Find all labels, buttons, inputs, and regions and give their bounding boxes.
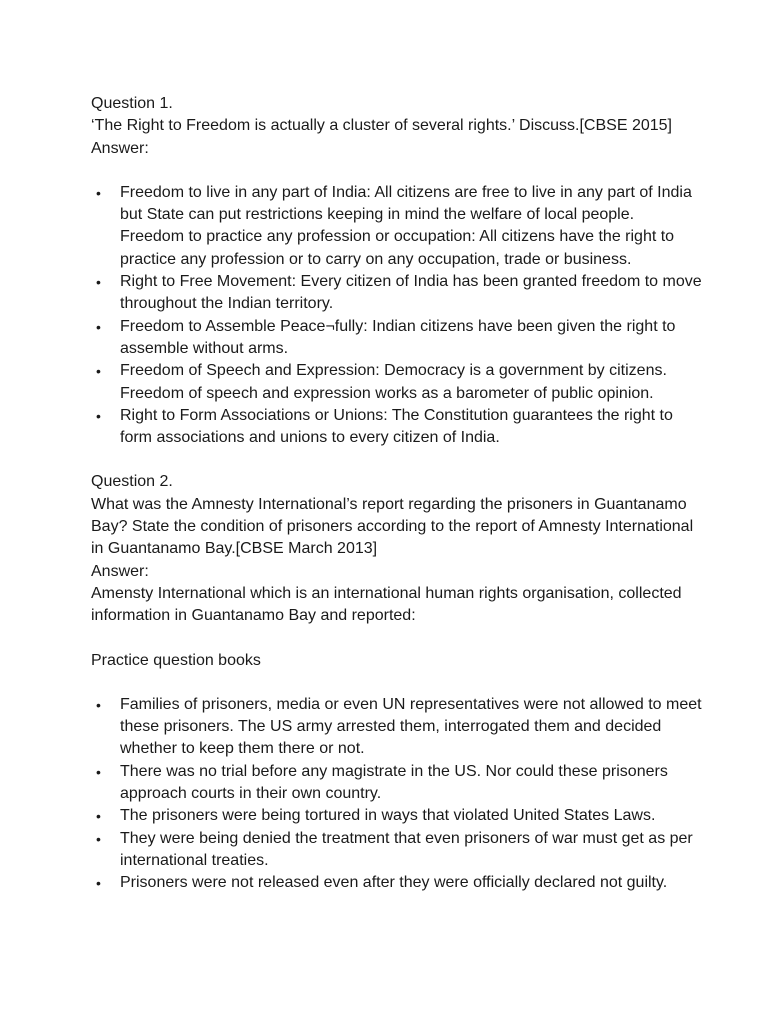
bullet-icon: • [96, 363, 101, 380]
list-item [91, 360, 708, 405]
list-item-text: Right to Free Movement: Every citizen of India has been granted freedom to move throughout the Indian territory. [120, 273, 702, 313]
bullet-icon: • [96, 830, 101, 847]
question-2-answer-label: Answer: [91, 562, 149, 580]
list-item-text: Freedom of Speech and Expression: Democracy is a government by citizens. Freedom of speech and expression works as a barometer of public opinion. [120, 362, 667, 402]
bullet-icon: • [96, 407, 101, 424]
question-1-answer-list [91, 182, 708, 450]
list-item [91, 872, 708, 894]
list-item [91, 405, 708, 450]
question-1-answer-label: Answer: [91, 139, 149, 157]
list-item-text: The prisoners were being tortured in ways that violated United States Laws. [120, 807, 656, 825]
question-1-prompt: ‘The Right to Freedom is actually a cluster of several rights.’ Discuss.[CBSE 2015] [91, 117, 672, 135]
list-item [91, 182, 708, 271]
question-2-label: Question 2. [91, 473, 173, 491]
list-item [91, 694, 708, 761]
bullet-icon: • [96, 763, 101, 780]
list-item-text: Right to Form Associations or Unions: The Constitution guarantees the right to form associations and unions to every citizen of India. [120, 406, 673, 447]
list-item-text: Families of prisoners, media or even UN representatives were not allowed to meet these prisoners. The US army arrested them, interrogated them and decided whether to keep them there or not. [120, 695, 702, 758]
list-item-text: There was no trial before any magistrate in the US. Nor could these prisoners approach courts in their own country. [120, 762, 668, 803]
question-1-label: Question 1. [91, 95, 173, 112]
question-2-answer-text: Amensty International which is an international human rights organisation, collected information in Guantanamo Bay and reported: [91, 584, 682, 625]
list-item [91, 271, 708, 316]
list-item [91, 761, 708, 806]
practice-books-link[interactable]: Practice question books [91, 651, 261, 669]
bullet-icon: • [96, 696, 101, 713]
bullet-icon: • [96, 808, 101, 825]
bullet-icon: • [96, 184, 101, 201]
list-item-text: Freedom to live in any part of India: All citizens are free to live in any part of India but State can put restrictions keeping in mind the welfare of local people. [120, 183, 692, 224]
list-item-text: Freedom to practice any profession or occupation: All citizens have the right to practice any profession or to carry on any occupation, trade or business. [120, 228, 675, 268]
question-2-prompt: What was the Amnesty International’s report regarding the prisoners in Guantanamo Bay? State the condition of prisoners according to the report of Amnesty International in Guantanamo Bay.[CBSE March 2013] [91, 495, 694, 558]
list-item-text: Prisoners were not released even after they were officially declared not guilty. [120, 874, 668, 892]
question-2-answer-list [91, 694, 708, 895]
bullet-icon: • [96, 875, 101, 892]
list-item-text: They were being denied the treatment that even prisoners of war must get as per international treaties. [120, 829, 693, 869]
list-item-text: Freedom to Assemble Peace¬fully: Indian citizens have been given the right to assemble without arms. [120, 317, 676, 357]
bullet-icon: • [96, 318, 101, 335]
bullet-icon: • [96, 274, 101, 291]
list-item [91, 828, 708, 873]
list-item [91, 805, 708, 827]
list-item [91, 316, 708, 361]
